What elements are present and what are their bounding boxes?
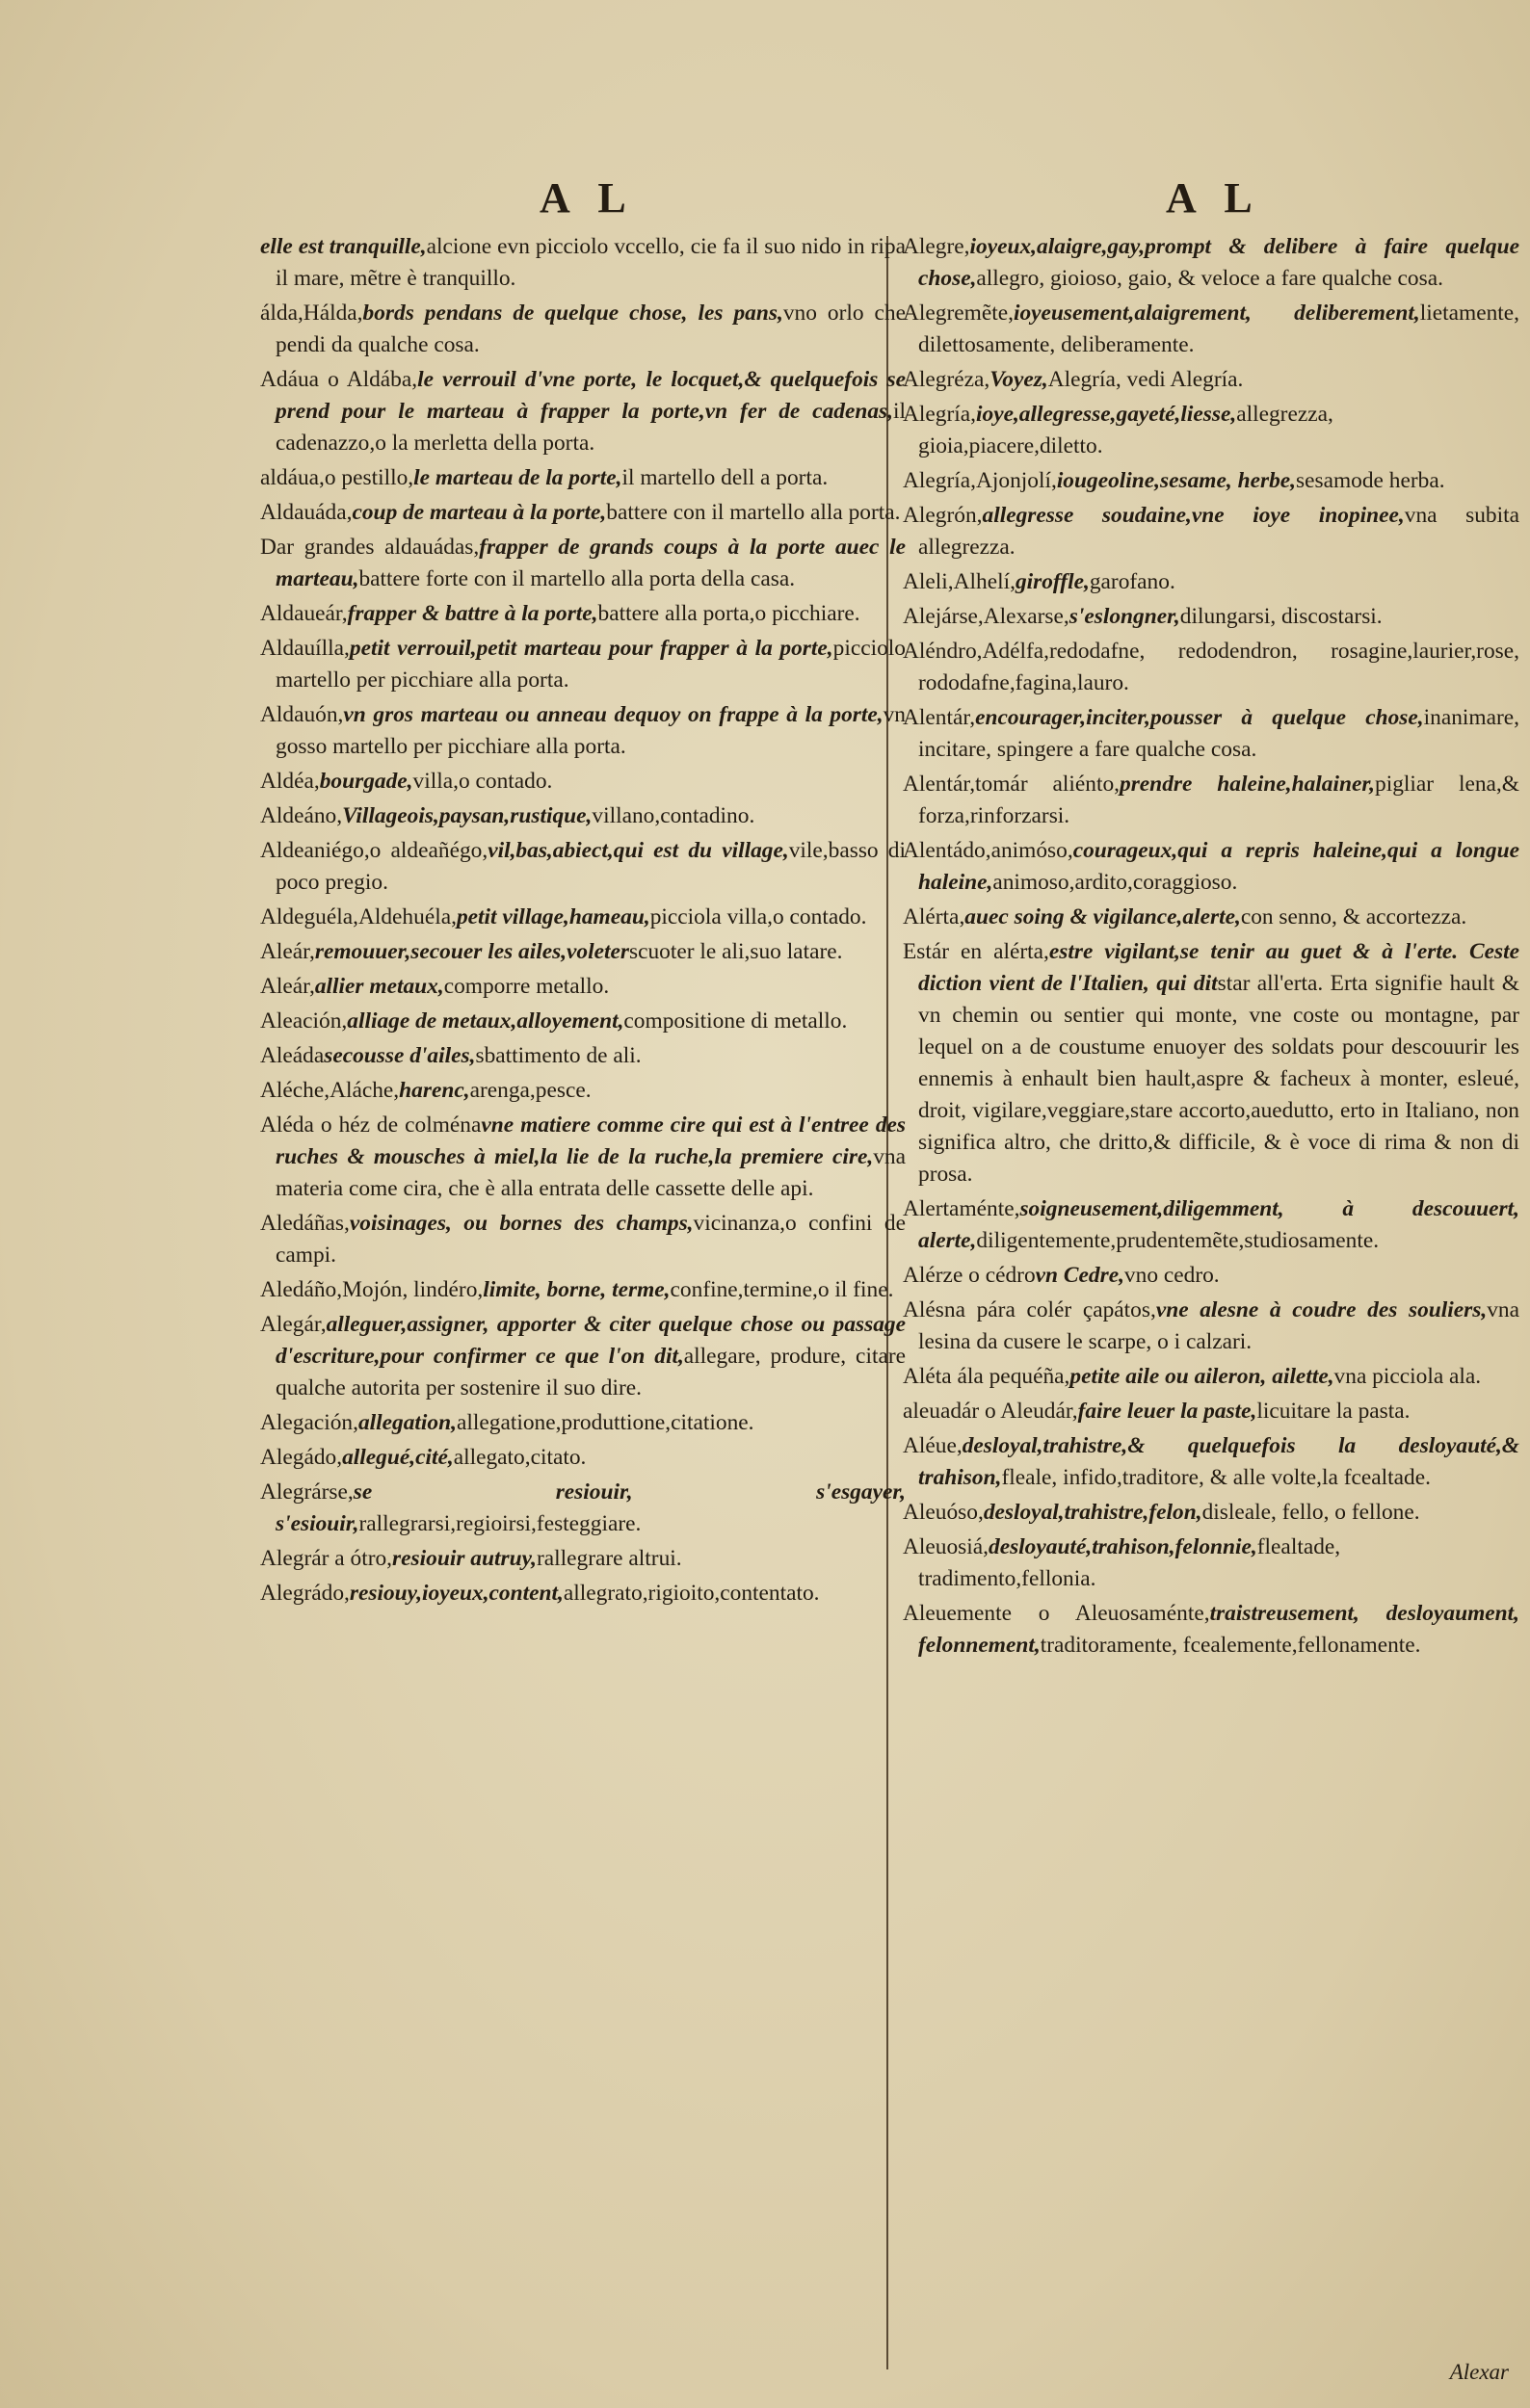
dictionary-entry [903, 231, 1519, 295]
entry-headword: Aldeaniégo,o aldeañégo, [260, 838, 488, 863]
right-running-head: A L [1166, 174, 1262, 222]
entry-french: resiouy,ioyeux,content, [349, 1581, 564, 1606]
entry-french: elle est tranquille, [260, 234, 427, 259]
entry-headword: Alegrár a ótro, [260, 1546, 393, 1571]
entry-headword: Aledáñas, [260, 1211, 350, 1236]
entry-italian: battere alla porta,o picchiare. [597, 601, 860, 626]
dictionary-entry [260, 364, 906, 459]
dictionary-entry [903, 1531, 1519, 1595]
entry-headword: Alegre, [903, 234, 970, 259]
entry-french: soigneusement,diligemment, à descouuert, alerte, [918, 1196, 1519, 1253]
entry-italian: sbattimento de ali. [475, 1043, 642, 1068]
entry-french: le marteau de la porte, [413, 465, 622, 490]
entry-italian: allegrato,rigioito,contentato. [563, 1581, 820, 1606]
entry-italian: compositione di metallo. [623, 1008, 848, 1034]
entry-headword: Alegádo, [260, 1445, 343, 1470]
entry-italian: rallegrarsi,regioirsi,festeggiare. [358, 1511, 642, 1536]
entry-headword: Aleár, [260, 974, 315, 999]
dictionary-entry [260, 971, 906, 1003]
entry-headword: Aleli,Alhelí, [903, 569, 1016, 594]
entry-french: iougeoline,sesame, herbe, [1056, 468, 1296, 493]
entry-french: vne matiere comme cire qui est à l'entree des ruches & mousches à miel,la lie de la ruche,la premiere cire, [276, 1112, 906, 1169]
entry-headword: Aléta ála pequéña, [903, 1364, 1070, 1389]
entry-headword: Alejárse,Alexarse, [903, 604, 1069, 629]
right-column [903, 164, 1519, 2379]
dictionary-entry [260, 1477, 906, 1540]
entry-italian: villano,contadino. [592, 803, 755, 828]
left-entries [260, 231, 906, 1612]
entry-french: ioyeux,alaigre,gay,prompt & delibere à faire quelque chose, [918, 234, 1519, 291]
entry-headword: Alérta, [903, 904, 965, 929]
entry-italian: allegro, gioioso, gaio, & veloce a fare qualche cosa. [976, 266, 1443, 291]
entry-french: alleguer,assigner, apporter & citer quelque chose ou passage d'escriture,pour confirmer ce que l'on dit, [276, 1312, 906, 1369]
entry-italian: vna lesina da cusere le scarpe, o i calzari. [918, 1297, 1519, 1354]
entry-headword: Alegremẽte, [903, 301, 1014, 326]
entry-headword: Aléndro,Adélfa, [903, 639, 1049, 664]
dictionary-entry [260, 1006, 906, 1037]
entry-italian: flealtade, tradimento,fellonia. [918, 1534, 1341, 1591]
entry-italian: arenga,pesce. [469, 1078, 592, 1103]
dictionary-entry [260, 231, 906, 295]
entry-headword: aldáua,o pestillo, [260, 465, 414, 490]
entry-headword: Alérze o cédro [903, 1263, 1036, 1288]
entry-italian: animoso,ardito,coraggioso. [992, 870, 1238, 895]
entry-french: frapper de grands coups à la porte auec le marteau, [276, 535, 906, 591]
entry-headword: Alegría, [903, 402, 976, 427]
entry-french: bords pendans de quelque chose, les pans, [362, 301, 783, 326]
dictionary-entry [260, 462, 906, 494]
entry-headword: Alegría,Ajonjolí, [903, 468, 1057, 493]
entry-italian: il cadenazzo,o la merletta della porta. [276, 399, 906, 456]
entry-french: vil,bas,abiect,qui est du village, [488, 838, 789, 863]
entry-headword: Alegréza, [903, 367, 990, 392]
entry-french: allegresse soudaine,vne ioye inopinee, [982, 503, 1405, 528]
dictionary-entry [260, 598, 906, 630]
entry-headword: Aleuóso, [903, 1500, 984, 1525]
dictionary-entry [903, 298, 1519, 361]
dictionary-entry [903, 702, 1519, 766]
dictionary-entry [260, 1040, 906, 1072]
entry-headword: Aledáño,Mojón, lindéro, [260, 1277, 484, 1302]
entry-headword: Alentádo,animóso, [903, 838, 1073, 863]
left-running-head: A L [540, 174, 636, 222]
entry-french: ioye,allegresse,gayeté,liesse, [976, 402, 1237, 427]
entry-italian: confine,termine,o il fine. [670, 1277, 894, 1302]
dictionary-entry [260, 1407, 906, 1439]
entry-french: allegué,cité, [342, 1445, 454, 1470]
dictionary-entry [260, 936, 906, 968]
dictionary-entry [260, 1578, 906, 1610]
entry-headword: Aleáda [260, 1043, 325, 1068]
dictionary-entry [903, 465, 1519, 497]
entry-french: traistreusement, desloyaument, felonnement, [918, 1601, 1519, 1658]
entry-french: s'eslongner, [1068, 604, 1180, 629]
dictionary-entry [260, 835, 906, 899]
entry-french: petit village,hameau, [456, 904, 650, 929]
entry-headword: Dar grandes aldauádas, [260, 535, 480, 560]
entry-french: desloyauté,trahison,felonnie, [989, 1534, 1257, 1559]
dictionary-entry [903, 1193, 1519, 1257]
entry-french: alliage de metaux,alloyement, [347, 1008, 624, 1034]
entry-italian: licuitare la pasta. [1256, 1399, 1411, 1424]
entry-italian: star all'erta. Erta signifie hault & vn chemin ou sentier qui monte, vne coste ou montagne, par lequel on a de coustume enuoyer des soldats pour descouurir les ennemis à enhault bien hault,aspre & facheux à monter, esleué, droit, vigilare,veggiare,stare accorto,auedutto, erto in Italiano, non significa altro, che dritto,& difficile, & è voce di rima & non di prosa. [918, 971, 1519, 1187]
entry-headword: Alegrádo, [260, 1581, 350, 1606]
entry-italian: picciolo martello per picchiare alla porta. [276, 636, 906, 693]
entry-french: Voyez, [989, 367, 1048, 392]
entry-italian: villa,o contado. [412, 769, 553, 794]
entry-french: allier metaux, [314, 974, 444, 999]
entry-headword: Alegación, [260, 1410, 358, 1435]
dictionary-entry [903, 500, 1519, 563]
entry-headword: Aleuosiá, [903, 1534, 989, 1559]
dictionary-entry [903, 769, 1519, 832]
entry-french: desloyal,trahistre,felon, [983, 1500, 1202, 1525]
dictionary-entry [260, 1208, 906, 1271]
entry-headword: Alentár, [903, 705, 976, 730]
dictionary-entry [903, 364, 1519, 396]
entry-italian: picciola villa,o contado. [649, 904, 867, 929]
entry-french: courageux,qui a repris haleine,qui a longue haleine, [918, 838, 1519, 895]
entry-headword: Aldauáda, [260, 500, 353, 525]
entry-french: prendre haleine,halainer, [1120, 772, 1376, 797]
entry-italian: sesamode herba. [1296, 468, 1445, 493]
dictionary-entry [260, 1309, 906, 1404]
entry-italian: scuoter le ali,suo latare. [629, 939, 843, 964]
entry-headword: Aleár, [260, 939, 315, 964]
entry-headword: Alegrárse, [260, 1479, 354, 1505]
dictionary-entry [903, 902, 1519, 933]
entry-french: limite, borne, terme, [483, 1277, 671, 1302]
catchword: Alexar [1449, 2360, 1509, 2384]
entry-italian: vna subita allegrezza. [918, 503, 1519, 560]
dictionary-entry [260, 1274, 906, 1306]
entry-headword: Aldéa, [260, 769, 320, 794]
entry-italian: rallegrare altrui. [536, 1546, 682, 1571]
entry-headword: Aldaueár, [260, 601, 348, 626]
entry-french: petit verrouil,petit marteau pour frapper à la porte, [349, 636, 833, 661]
dictionary-entry [903, 1497, 1519, 1529]
entry-italian: dilungarsi, discostarsi. [1179, 604, 1383, 629]
dictionary-entry [903, 601, 1519, 633]
dictionary-entry [260, 800, 906, 832]
entry-headword: Aléda o héz de colména [260, 1112, 482, 1138]
entry-headword: Aléche,Aláche, [260, 1078, 400, 1103]
dictionary-entry [903, 1598, 1519, 1662]
entry-italian: vno cedro. [1123, 1263, 1220, 1288]
dictionary-entry [260, 902, 906, 933]
entry-french: frapper & battre à la porte, [347, 601, 598, 626]
dictionary-entry [260, 1110, 906, 1205]
dictionary-entry [903, 1361, 1519, 1393]
dictionary-entry [903, 1260, 1519, 1292]
entry-italian: vna materia come cira, che è alla entrata delle cassette delle api. [276, 1144, 906, 1201]
dictionary-entry [260, 1442, 906, 1474]
dictionary-entry [903, 1396, 1519, 1427]
entry-italian: lietamente, dilettosamente, deliberamente. [918, 301, 1519, 357]
entry-french: vn gros marteau ou anneau dequoy on frappe à la porte, [343, 702, 884, 727]
entry-headword: aleuadár o Aleudár, [903, 1399, 1078, 1424]
entry-french: ioyeusement,alaigrement, deliberement, [1013, 301, 1420, 326]
entry-headword: Estár en alérta, [903, 939, 1049, 964]
entry-french: secousse d'ailes, [324, 1043, 476, 1068]
entry-italian: con senno, & accortezza. [1240, 904, 1467, 929]
entry-italian: vn gosso martello per picchiare alla porta. [276, 702, 906, 759]
entry-french: allegation, [357, 1410, 457, 1435]
entry-french: remouuer,secouer les ailes,voleter [314, 939, 629, 964]
entry-french: desloyal,trahistre,& quelquefois la desloyauté,& trahison, [918, 1433, 1519, 1490]
entry-italian: inanimare, incitare, spingere a fare qualche cosa. [918, 705, 1519, 762]
entry-italian: alcione evn picciolo vccello, cie fa il suo nido in ripa il mare, mẽtre è tranquillo. [276, 234, 906, 291]
entry-italian: vno orlo che pendi da qualche cosa. [276, 301, 906, 357]
entry-italian: il martello dell a porta. [621, 465, 829, 490]
entry-headword: Aleación, [260, 1008, 348, 1034]
entry-french: vne alesne à coudre des souliers, [1155, 1297, 1488, 1322]
entry-headword: Adáua o Aldába, [260, 367, 418, 392]
entry-italian: pigliar lena,& forza,rinforzarsi. [918, 772, 1519, 828]
entry-italian: disleale, fello, o fellone. [1201, 1500, 1420, 1525]
entry-italian: allegatione,produttione,citatione. [456, 1410, 754, 1435]
entry-french: estre vigilant,se tenir au guet & à l'erte. Ceste diction vient de l'Italien, qui dit [918, 939, 1519, 996]
entry-french: encourager,inciter,pousser à quelque chose, [975, 705, 1424, 730]
entry-french: faire leuer la paste, [1077, 1399, 1257, 1424]
entry-italian: vna picciola ala. [1333, 1364, 1482, 1389]
entry-french: voisinages, ou bornes des champs, [349, 1211, 694, 1236]
entry-headword: Alentár,tomár aliénto, [903, 772, 1120, 797]
entry-french: se resiouir, s'esgayer, s'esiouir, [276, 1479, 906, 1536]
entry-italian: allegrezza, gioia,piacere,diletto. [918, 402, 1333, 458]
dictionary-entry [903, 936, 1519, 1191]
entry-headword: Aldauón, [260, 702, 344, 727]
entry-italian: Alegría, vedi Alegría. [1047, 367, 1244, 392]
entry-french: coup de marteau à la porte, [352, 500, 607, 525]
entry-french: Villageois,paysan,rustique, [342, 803, 593, 828]
entry-french: auec soing & vigilance,alerte, [964, 904, 1241, 929]
dictionary-entry [260, 633, 906, 696]
entry-headword: Alegrón, [903, 503, 983, 528]
entry-headword: Aldeáno, [260, 803, 343, 828]
entry-headword: Aleuemente o Aleuosaménte, [903, 1601, 1210, 1626]
entry-headword: Aléue, [903, 1433, 963, 1458]
entry-headword: Aldauílla, [260, 636, 350, 661]
entry-italian: allegare, produre, citare qualche autorita per sostenire il suo dire. [276, 1344, 906, 1400]
entry-french: le verrouil d'vne porte, le locquet,& quelquefois se prend pour le marteau à frapper la porte,vn fer de cadenas, [276, 367, 906, 424]
left-column [260, 164, 906, 2379]
entry-italian: comporre metallo. [443, 974, 610, 999]
entry-french: resiouir autruy, [392, 1546, 537, 1571]
dictionary-entry [260, 1075, 906, 1107]
dictionary-entry [903, 636, 1519, 699]
entry-italian: diligentemente,prudentemẽte,studiosamente. [976, 1228, 1380, 1253]
entry-headword: Alésna pára colér çapátos, [903, 1297, 1156, 1322]
entry-italian: vile,basso di poco pregio. [276, 838, 906, 895]
entry-italian: redodafne, redodendron, rosagine,laurier,rose, rododafne,fagina,lauro. [918, 639, 1519, 695]
dictionary-entry [903, 399, 1519, 462]
entry-italian: allegato,citato. [453, 1445, 587, 1470]
entry-italian: fleale, infido,traditore, & alle volte,la fcealtade. [1001, 1465, 1431, 1490]
dictionary-entry [260, 766, 906, 798]
dictionary-entry [260, 298, 906, 361]
entry-french: petite aile ou aileron, ailette, [1069, 1364, 1334, 1389]
entry-french: bourgade, [319, 769, 413, 794]
dictionary-entry [260, 532, 906, 595]
dictionary-entry [903, 1295, 1519, 1358]
entry-headword: Alertaménte, [903, 1196, 1020, 1221]
dictionary-entry [903, 1430, 1519, 1494]
entry-french: giroffle, [1015, 569, 1090, 594]
dictionary-entry [903, 835, 1519, 899]
entry-italian: vicinanza,o confini de campi. [276, 1211, 906, 1268]
entry-italian: traditoramente, fcealemente,fellonamente. [1040, 1633, 1421, 1658]
entry-french: harenc, [399, 1078, 470, 1103]
dictionary-entry [260, 1543, 906, 1575]
entry-french: vn Cedre, [1035, 1263, 1124, 1288]
entry-italian: battere forte con il martello alla porta della casa. [358, 566, 796, 591]
dictionary-entry [260, 497, 906, 529]
right-entries [903, 231, 1519, 1664]
entry-italian: garofano. [1089, 569, 1175, 594]
entry-italian: battere con il martello alla porta. [606, 500, 901, 525]
entry-headword: Aldeguéla,Aldehuéla, [260, 904, 457, 929]
dictionary-entry [260, 699, 906, 763]
entry-headword: Alegár, [260, 1312, 327, 1337]
dictionary-entry [903, 566, 1519, 598]
entry-headword: álda,Hálda, [260, 301, 363, 326]
